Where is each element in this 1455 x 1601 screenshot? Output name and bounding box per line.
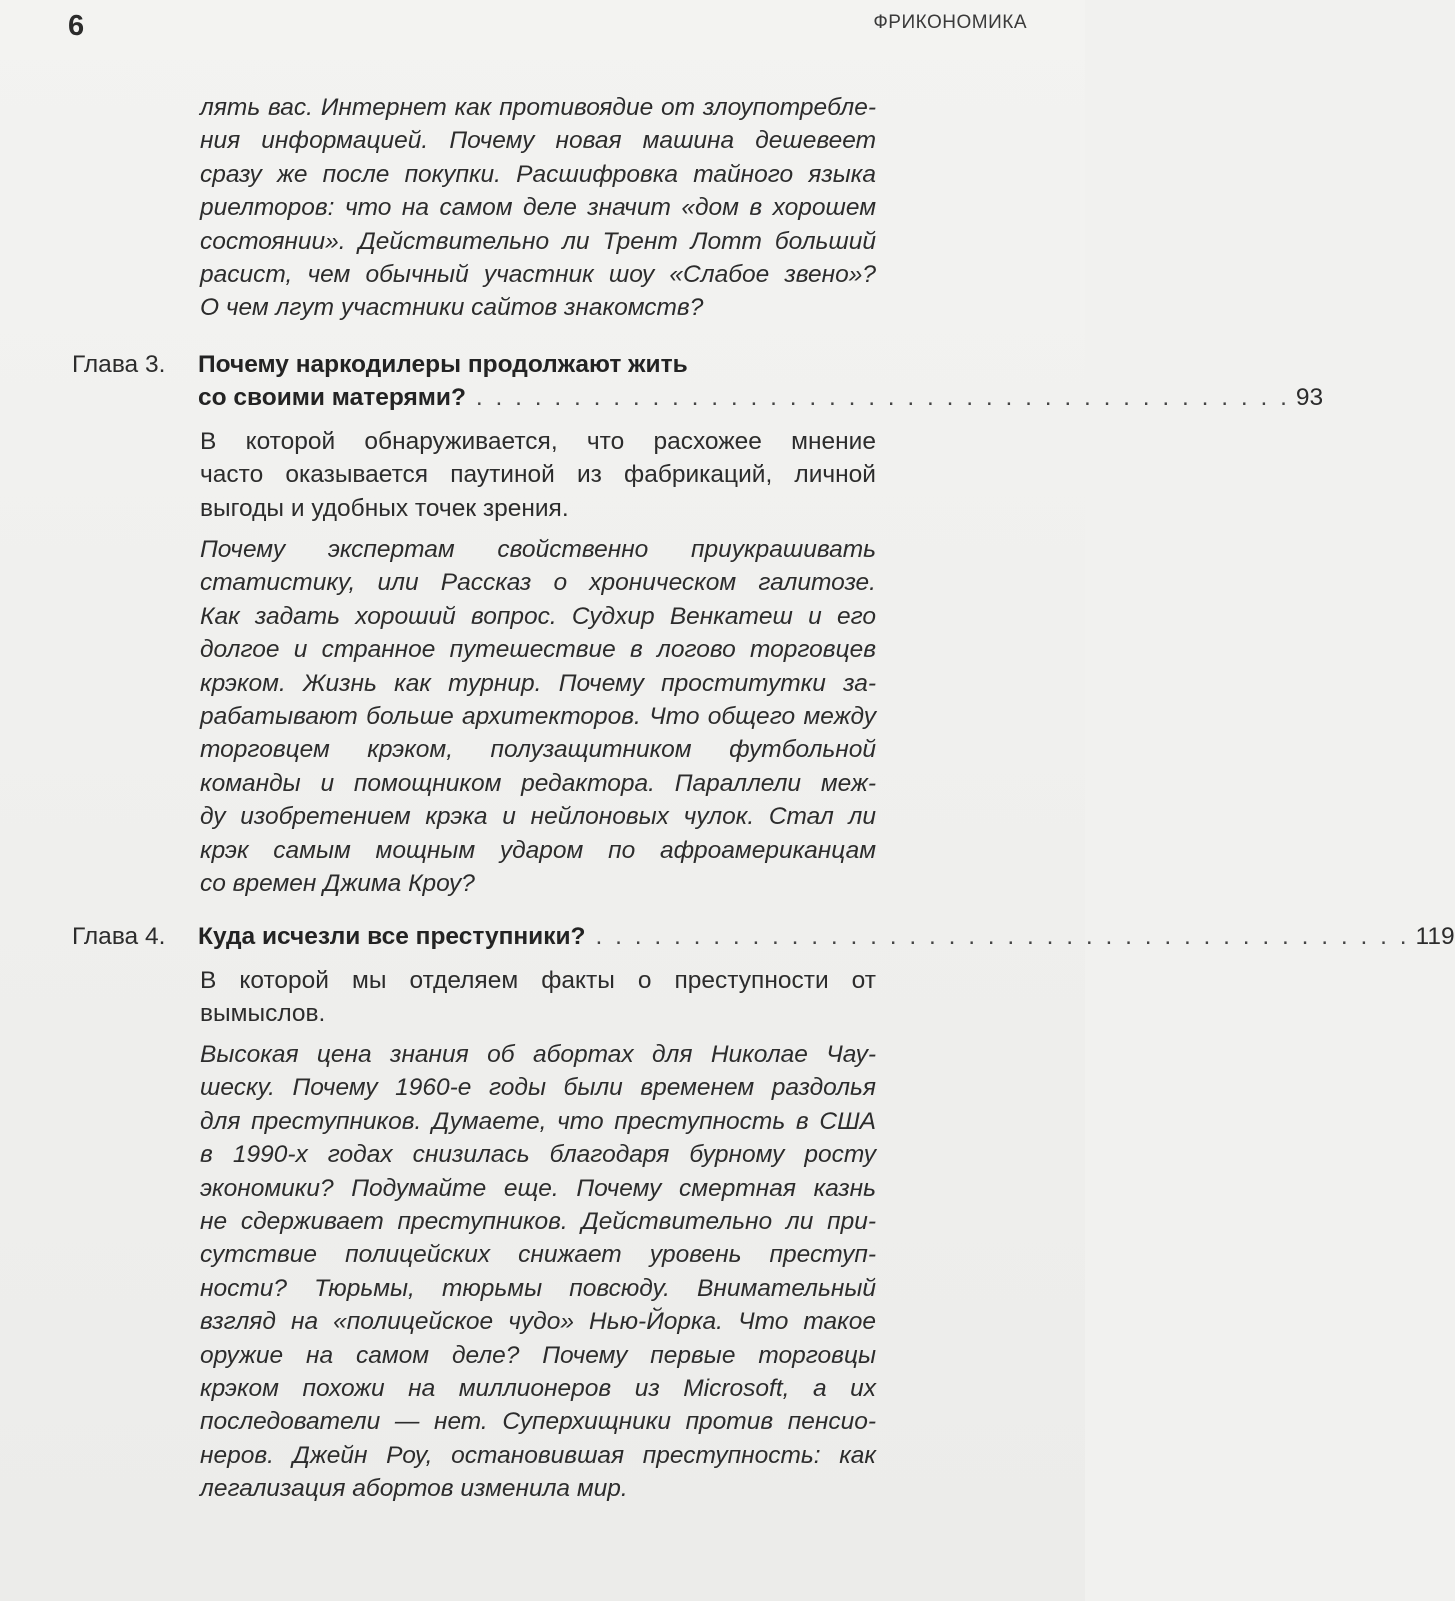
- text-line: ду изобретением крэка и нейлоновых чулок. Стал ли: [200, 803, 876, 831]
- chapter-page-number: 93: [1295, 384, 1324, 412]
- text-line: последователи — нет. Суперхищники против пенсио-: [200, 1408, 876, 1436]
- text-line: легализация абортов изменила мир.: [200, 1475, 628, 1503]
- text-line: вымыслов.: [200, 1000, 326, 1028]
- chapter-title: [198, 348, 1324, 415]
- chapter-title-line: [198, 381, 1324, 414]
- toc-entry-chapter-4[interactable]: [72, 920, 1455, 953]
- text-line: сразу же после покупки. Расшифровка тайного языка: [200, 160, 876, 188]
- text-line: ности? Тюрьмы, тюрьмы повсюду. Внимательный: [200, 1274, 876, 1302]
- page-number: 6: [68, 10, 85, 42]
- text-line: крэком. Жизнь как турнир. Почему проститутки за-: [200, 669, 876, 697]
- running-head: ФРИКОНОМИКА: [873, 12, 1027, 33]
- toc-entry-chapter-3[interactable]: [72, 348, 1324, 415]
- chapter-title-line: [198, 920, 1455, 953]
- text-line: статистику, или Рассказ о хроническом галитозе.: [200, 569, 876, 597]
- text-line: Как задать хороший вопрос. Судхир Венкатеш и его: [200, 602, 876, 630]
- chapter-label: Глава 4.: [72, 923, 166, 950]
- text-line: рабатывают больше архитекторов. Что общего между: [200, 703, 876, 731]
- chapter-title-text: Куда исчезли все преступники?: [198, 923, 586, 950]
- chapter-topics: [200, 533, 876, 900]
- chapter-title: [198, 920, 1455, 953]
- text-line: состоянии». Действительно ли Трент Лотт больший: [200, 227, 876, 255]
- text-line: оружие на самом деле? Почему первые торговцы: [200, 1341, 876, 1369]
- text-line: Почему экспертам свойственно приукрашивать: [200, 536, 876, 563]
- text-line: долгое и странное путешествие в логово торговцев: [200, 636, 876, 664]
- text-line: ния информацией. Почему новая машина дешевеет: [200, 127, 876, 155]
- chapter-title-line: [198, 348, 1032, 381]
- text-line: лять вас. Интернет как противоядие от злоупотребле-: [200, 94, 876, 121]
- text-line: со времен Джима Кроу?: [200, 870, 475, 898]
- chapter-summary: [200, 425, 876, 525]
- text-line: в 1990-х годах снизилась благодаря бурному росту: [200, 1141, 876, 1169]
- text-line: экономики? Подумайте еще. Почему смертная казнь: [200, 1174, 876, 1202]
- chapter-topics: [200, 1038, 876, 1506]
- text-line: риелторов: что на самом деле значит «дом в хорошем: [200, 194, 876, 222]
- text-line: для преступников. Думаете, что преступность в США: [200, 1107, 876, 1135]
- chapter-page-number: 119: [1415, 923, 1455, 950]
- text-line: не сдерживает преступников. Действительно ли при-: [200, 1208, 876, 1236]
- leader-dots: . . . . . . . . . . . . . . . . . . . . . . . . . . . . . . . . . . . . . . . . . .: [475, 384, 1290, 412]
- text-line: В которой обнаруживается, что расхожее мнение: [200, 428, 876, 455]
- continuation-paragraph: [200, 91, 876, 325]
- text-line: О чем лгут участники сайтов знакомств?: [200, 294, 704, 322]
- leader-dots: . . . . . . . . . . . . . . . . . . . . . . . . . . . . . . . . . . . . . . . . . .: [595, 923, 1410, 950]
- chapter-label: Глава 3.: [72, 351, 166, 378]
- chapter-title-text: со своими матерями?: [198, 384, 466, 412]
- text-line: выгоды и удобных точек зрения.: [200, 494, 569, 522]
- chapter-summary: [200, 964, 876, 1031]
- chapter-title-text: Почему наркодилеры продолжают жить: [198, 351, 688, 378]
- text-line: крэком похожи на миллионеров из Microsoft, а их: [200, 1375, 876, 1403]
- text-line: крэк самым мощным ударом по афроамериканцам: [200, 836, 876, 864]
- text-line: В которой мы отделяем факты о преступности от: [200, 967, 876, 994]
- text-line: команды и помощником редактора. Параллели меж-: [200, 769, 876, 797]
- text-line: часто оказывается паутиной из фабрикаций, личной: [200, 461, 876, 489]
- text-line: торговцем крэком, полузащитником футбольной: [200, 736, 876, 764]
- text-line: шеску. Почему 1960-е годы были временем раздолья: [200, 1074, 876, 1102]
- text-line: расист, чем обычный участник шоу «Слабое звено»?: [200, 261, 876, 289]
- text-line: Высокая цена знания об абортах для Николае Чау-: [200, 1041, 876, 1068]
- text-line: неров. Джейн Роу, остановившая преступность: как: [200, 1441, 876, 1469]
- text-line: взгляд на «полицейское чудо» Нью-Йорка. Что такое: [200, 1308, 876, 1336]
- text-line: сутствие полицейских снижает уровень преступ-: [200, 1241, 876, 1269]
